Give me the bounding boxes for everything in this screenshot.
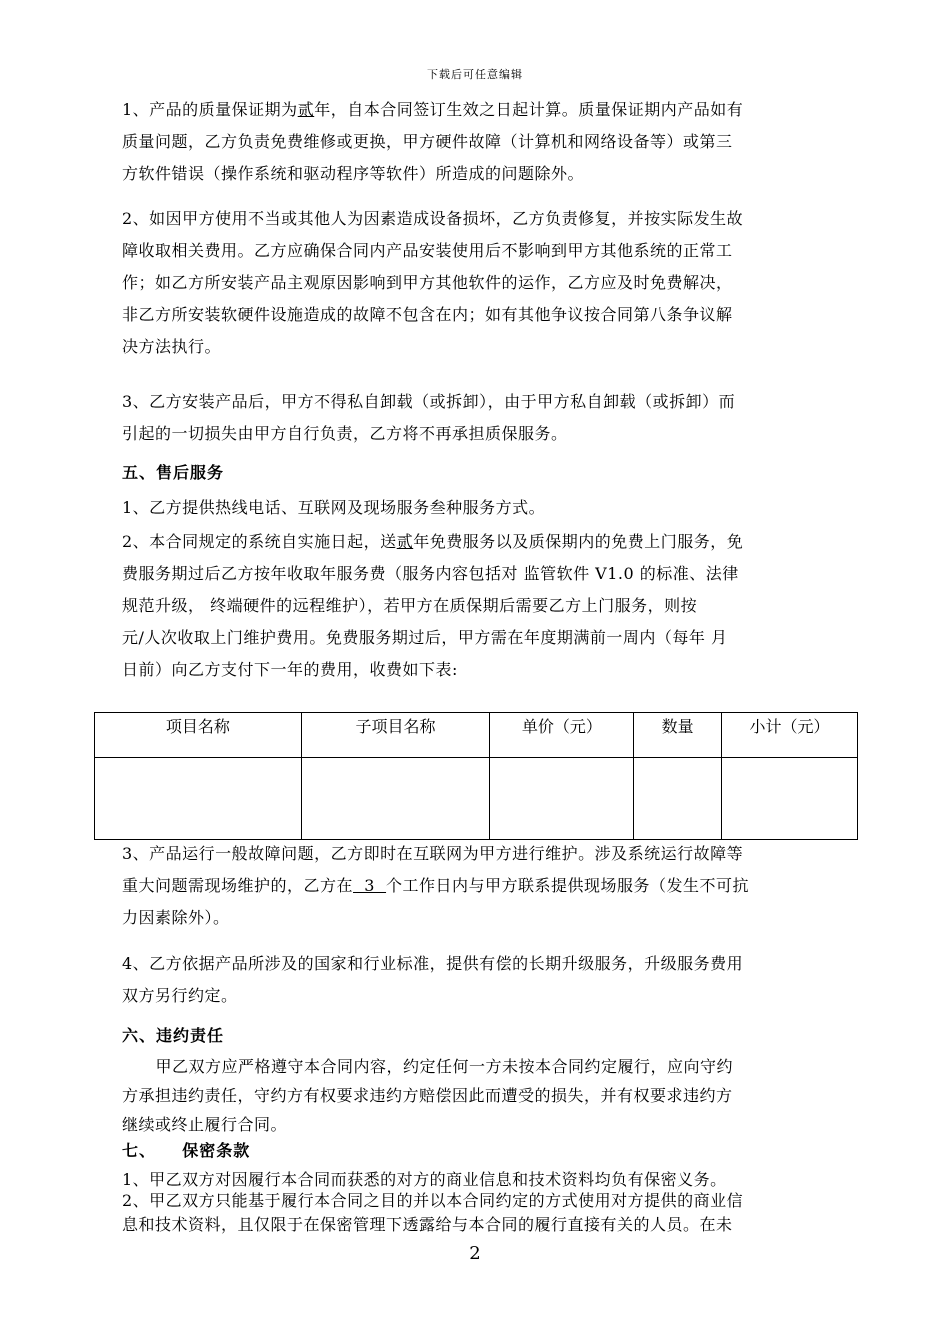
col-header-subitem-name: 子项目名称 <box>301 713 490 758</box>
col-header-item-name: 项目名称 <box>95 713 302 758</box>
paragraph-line: 3、产品运行一般故障问题，乙方即时在互联网为甲方进行维护。涉及系统运行故障等 <box>122 844 744 863</box>
paragraph-line: 双方另行约定。 <box>122 986 238 1005</box>
paragraph-line: 力因素除外）。 <box>122 908 230 927</box>
warranty-item-1 <box>122 94 858 190</box>
table-cell <box>301 758 490 840</box>
after-sales-item-4 <box>122 948 858 1012</box>
warranty-item-2 <box>122 203 858 363</box>
text-segment: 1、产品的质量保证期为 <box>122 100 298 119</box>
paragraph-line: 2、如因甲方使用不当或其他人为因素造成设备损坏，乙方负责修复，并按实际发生故 <box>122 209 744 228</box>
paragraph-line: 2、甲乙双方只能基于履行本合同之目的并以本合同约定的方式使用对方提供的商业信 <box>122 1191 744 1210</box>
section-heading-after-sales: 五、售后服务 <box>122 463 225 482</box>
paragraph-line: 日前）向乙方支付下一年的费用，收费如下表: <box>122 660 458 679</box>
confidentiality-item-2 <box>122 1189 858 1237</box>
after-sales-item-1: 1、乙方提供热线电话、互联网及现场服务叁种服务方式。 <box>122 498 546 517</box>
after-sales-item-3 <box>122 838 858 934</box>
paragraph-line: 方承担违约责任，守约方有权要求违约方赔偿因此而遭受的损失，并有权要求违约方 <box>122 1086 733 1105</box>
section-heading-breach: 六、违约责任 <box>122 1026 225 1045</box>
warranty-item-3 <box>122 386 858 450</box>
paragraph-line: 元/人次收取上门维护费用。免费服务期过后，甲方需在年度期满前一周内（每年 月 <box>122 628 728 647</box>
fee-table-header-row <box>95 713 858 758</box>
table-cell <box>490 758 634 840</box>
paragraph-line: 障收取相关费用。乙方应确保合同内产品安装使用后不影响到甲方其他系统的正常工 <box>122 241 733 260</box>
warranty-years: 贰 <box>297 100 315 119</box>
text-segment: 个工作日内与甲方联系提供现场服务（发生不可抗 <box>386 876 750 895</box>
text-segment: 重大问题需现场维护的，乙方在 <box>122 876 354 895</box>
paragraph-line: 费服务期过后乙方按年收取年服务费（服务内容包括对 监管软件 V1.0 的标准、法律 <box>122 564 739 583</box>
onsite-workdays: 3 <box>353 876 387 895</box>
after-sales-item-2 <box>122 526 858 686</box>
table-cell <box>95 758 302 840</box>
text-segment: 2、本合同规定的系统自实施日起，送 <box>122 532 397 551</box>
confidentiality-item-1: 1、甲乙双方对因履行本合同而获悉的对方的商业信息和技术资料均负有保密义务。 <box>122 1170 727 1189</box>
col-header-unit-price: 单价（元） <box>490 713 634 758</box>
paragraph-line: 息和技术资料，且仅限于在保密管理下透露给与本合同的履行直接有关的人员。在未 <box>122 1215 733 1234</box>
text-segment: 年免费服务以及质保期内的免费上门服务，免 <box>413 532 744 551</box>
paragraph-line: 作；如乙方所安装产品主观原因影响到甲方其他软件的运作，乙方应及时免费解决， <box>122 273 733 292</box>
fee-table <box>94 712 858 840</box>
paragraph-line: 引起的一切损失由甲方自行负责，乙方将不再承担质保服务。 <box>122 424 568 443</box>
paragraph-line: 质量问题，乙方负责免费维修或更换，甲方硬件故障（计算机和网络设备等）或第三 <box>122 132 733 151</box>
paragraph-line: 规范升级， 终端硬件的远程维护），若甲方在质保期后需要乙方上门服务，则按 <box>122 596 698 615</box>
fee-table-row <box>95 758 858 840</box>
paragraph-line: 甲乙双方应严格遵守本合同内容，约定任何一方未按本合同约定履行，应向守约 <box>122 1057 734 1076</box>
paragraph-line: 决方法执行。 <box>122 337 222 356</box>
free-service-years: 贰 <box>396 532 414 551</box>
section-heading-confidentiality: 七、 保密条款 <box>122 1141 251 1160</box>
paragraph-line: 3、乙方安装产品后，甲方不得私自卸载（或拆卸），由于甲方私自卸载（或拆卸）而 <box>122 392 736 411</box>
col-header-subtotal: 小计（元） <box>722 713 858 758</box>
paragraph-line: 非乙方所安装软硬件设施造成的故障不包含在内；如有其他争议按合同第八条争议解 <box>122 305 733 324</box>
header-note: 下载后可任意编辑 <box>427 68 523 81</box>
col-header-quantity: 数量 <box>634 713 722 758</box>
table-cell <box>722 758 858 840</box>
text-segment: 年，自本合同签订生效之日起计算。质量保证期内产品如有 <box>314 100 744 119</box>
paragraph-line: 4、乙方依据产品所涉及的国家和行业标准，提供有偿的长期升级服务，升级服务费用 <box>122 954 744 973</box>
table-cell <box>634 758 722 840</box>
page-number: 2 <box>469 1243 481 1264</box>
paragraph-line: 方软件错误（操作系统和驱动程序等软件）所造成的问题除外。 <box>122 164 585 183</box>
breach-paragraph <box>122 1052 858 1139</box>
paragraph-line: 继续或终止履行合同。 <box>122 1115 288 1134</box>
